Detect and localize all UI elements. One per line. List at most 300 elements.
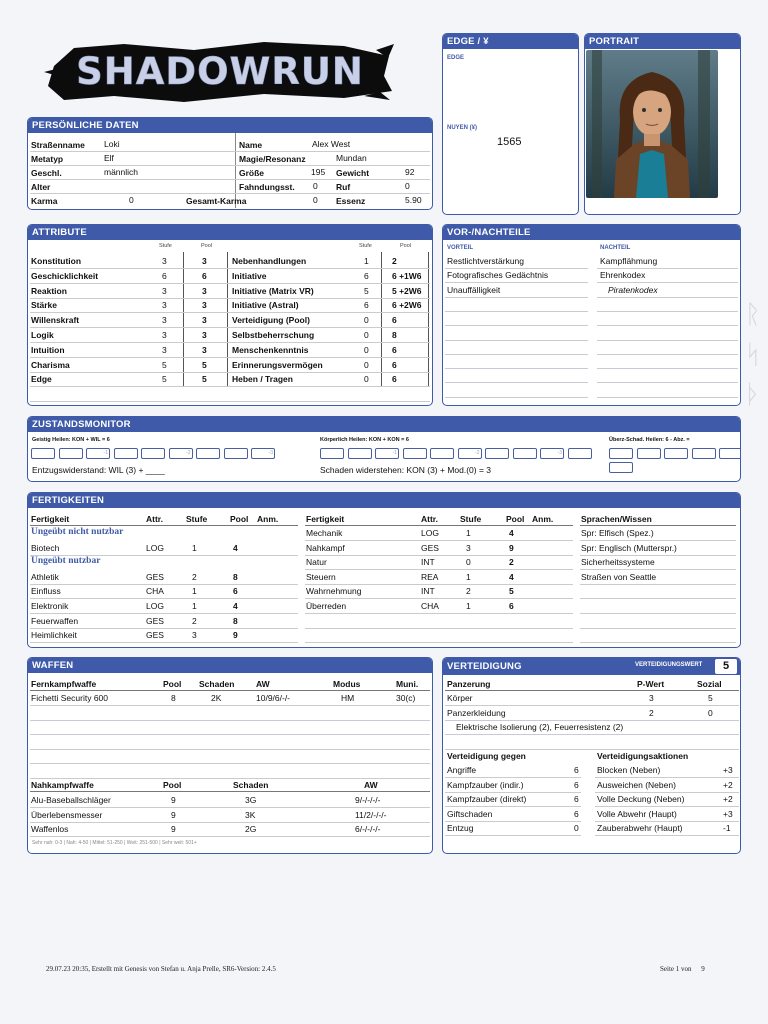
mental-box[interactable] <box>224 448 248 459</box>
attribute-pool: 3 <box>202 256 207 266</box>
derived-attribute-name: Nebenhandlungen <box>232 256 307 266</box>
row-divider <box>445 297 588 298</box>
label-name: Name <box>239 140 263 150</box>
ranged-weapon-name: Fichetti Security 600 <box>31 693 109 703</box>
mental-box[interactable] <box>59 448 83 459</box>
attribute-stufe: 3 <box>162 315 167 326</box>
skill-stufe: 1 <box>192 586 197 597</box>
skill-pool: 4 <box>233 542 238 553</box>
defense-vs-value: 6 <box>574 779 579 790</box>
weapons-panel <box>27 657 433 854</box>
skill-pool: 8 <box>233 571 238 582</box>
derived-attribute-pool: 6 <box>392 374 397 385</box>
row-divider <box>30 642 298 643</box>
disadvantage-item: Ehrenkodex <box>600 270 646 281</box>
overflow-box[interactable] <box>609 462 633 473</box>
rune-decoration-icon: ᚱ <box>745 300 761 330</box>
value-magic: Mundan <box>336 153 367 163</box>
mental-box[interactable] <box>114 448 138 459</box>
defense-vs-name: Entzug <box>447 823 474 834</box>
label-weight: Gewicht <box>336 168 370 178</box>
skill-attr: CHA <box>421 601 439 611</box>
row-divider <box>445 382 588 383</box>
skill-name: Wahrnehmung <box>306 586 362 597</box>
melee-header-aw: AW <box>364 780 378 790</box>
melee-weapon-aw: 11/2/-/-/- <box>355 809 387 820</box>
language-knowledge-item: Straßen von Seattle <box>581 571 657 582</box>
skill-header-pool: Pool <box>230 514 249 524</box>
derived-attribute-pool: 6 <box>392 344 397 355</box>
row-divider <box>580 569 736 570</box>
skill-name: Überreden <box>306 601 347 611</box>
skill-attr: GES <box>421 542 439 553</box>
derived-attribute-pool: 5 +2W6 <box>392 285 422 296</box>
row-divider <box>445 354 588 355</box>
derived-attribute-stufe: 0 <box>364 359 369 370</box>
row-divider <box>595 777 739 778</box>
skill-pool: 8 <box>233 615 238 626</box>
row-divider <box>30 525 298 526</box>
defense-actions-header: Verteidigungsaktionen <box>597 751 689 761</box>
armor-note: Elektrische Isolierung (2), Feuerresistenz (2) <box>456 722 624 733</box>
attribute-name: Logik <box>31 330 54 340</box>
row-divider <box>305 555 573 556</box>
ranged-header-damage: Schaden <box>199 679 235 689</box>
melee-weapon-aw: 6/-/-/-/- <box>355 824 381 835</box>
armor-header-pvalue: P-Wert <box>637 679 665 689</box>
row-divider <box>595 835 739 836</box>
melee-header-damage: Schaden <box>233 780 269 790</box>
row-divider <box>445 806 581 807</box>
skill-pool: 5 <box>509 586 514 597</box>
footer-page-total: 9 <box>701 965 705 973</box>
melee-weapon-damage: 3G <box>245 795 257 805</box>
physical-box[interactable] <box>348 448 372 459</box>
attribute-pool: 3 <box>202 330 207 340</box>
row-divider <box>597 397 738 398</box>
skill-stufe: 1 <box>466 571 471 582</box>
row-divider <box>595 806 739 807</box>
nuyen-label: NUYEN (¥) <box>447 125 478 131</box>
skill-attr: CHA <box>146 586 164 597</box>
disadvantage-item: Piratenkodex <box>608 284 658 295</box>
attribute-stufe: 6 <box>162 270 167 281</box>
row-divider <box>597 340 738 341</box>
row-divider <box>30 836 430 837</box>
attribute-pool: 3 <box>202 315 207 326</box>
defense-action-name: Zauberabwehr (Haupt) <box>597 823 683 834</box>
derived-attribute-stufe: 6 <box>364 270 369 281</box>
mental-box[interactable] <box>196 448 220 459</box>
skill-pool: 9 <box>233 630 238 641</box>
skill-name: Athletik <box>31 571 59 582</box>
skill-name: Biotech <box>31 542 60 553</box>
skill-name: Elektronik <box>31 601 69 611</box>
edge-label: EDGE <box>447 55 465 61</box>
mental-box[interactable]: -2 <box>169 448 193 459</box>
skills-panel <box>27 492 741 648</box>
derived-attribute-pool: 6 +1W6 <box>392 270 422 281</box>
row-divider <box>597 268 738 269</box>
attribute-pool: 5 <box>202 359 207 370</box>
defense-action-value: +2 <box>723 794 733 805</box>
skill-name: Einfluss <box>31 586 61 597</box>
label-wanted: Fahndungsst. <box>239 182 295 192</box>
row-divider <box>30 822 430 823</box>
attributes-panel <box>27 224 433 406</box>
skill-attr: GES <box>146 630 164 641</box>
attr-col-stufe-left: Stufe <box>159 243 172 249</box>
defense-title: VERTEIDIGUNG <box>443 658 740 675</box>
overflow-box[interactable] <box>719 448 741 459</box>
ranged-weapon-mode: HM <box>341 693 355 703</box>
skill-attr: LOG <box>146 542 164 553</box>
label-karma: Karma <box>31 196 58 206</box>
defense-vs-value: 6 <box>574 794 579 805</box>
ranged-header-pool: Pool <box>163 679 182 689</box>
derived-attribute-name: Menschenkenntnis <box>232 344 309 355</box>
row-divider <box>30 720 430 721</box>
skill-header-name: Fertigkeit <box>31 514 70 524</box>
ranged-header-ammo: Muni. <box>396 679 419 689</box>
armor-name: Panzerkleidung <box>447 707 506 718</box>
skill-header-pool: Pool <box>506 514 525 524</box>
row-divider <box>30 584 298 585</box>
defense-action-value: +2 <box>723 779 733 790</box>
unusable-untrained-label: Ungeübt nicht nutzbar <box>31 527 124 537</box>
row-divider <box>30 598 298 599</box>
physical-box[interactable]: -3 <box>540 448 564 459</box>
personal-data-title: PERSÖNLICHE DATEN <box>28 118 432 133</box>
label-reputation: Ruf <box>336 182 351 192</box>
physical-box[interactable] <box>403 448 427 459</box>
row-divider <box>597 325 738 326</box>
skills-title: FERTIGKEITEN <box>28 493 740 508</box>
label-gender: Geschl. <box>31 168 62 178</box>
derived-attribute-pool: 8 <box>392 330 397 340</box>
label-street-name: Straßenname <box>31 140 85 150</box>
ranged-weapon-pool: 8 <box>171 693 176 703</box>
attribute-stufe: 3 <box>162 344 167 355</box>
overflow-box[interactable] <box>664 448 688 459</box>
derived-attribute-name: Selbstbeherrschung <box>232 330 315 340</box>
label-height: Größe <box>239 168 265 178</box>
derived-attribute-pool: 6 <box>392 315 397 326</box>
attribute-name: Charisma <box>31 359 70 370</box>
defense-action-name: Ausweichen (Neben) <box>597 779 676 790</box>
qualities-panel <box>442 224 741 406</box>
skill-attr: LOG <box>146 601 164 611</box>
row-divider <box>445 397 588 398</box>
edge-nuyen-panel <box>442 33 579 215</box>
label-age: Alter <box>31 182 51 192</box>
derived-attribute-stufe: 0 <box>364 374 369 385</box>
attribute-name: Reaktion <box>31 285 67 296</box>
row-divider <box>597 311 738 312</box>
row-divider <box>597 297 738 298</box>
damage-resistance-text: Schaden widerstehen: KON (3) + Mod.(0) = 3 <box>320 465 492 475</box>
derived-attribute-name: Erinnerungsvermögen <box>232 359 323 370</box>
value-name: Alex West <box>312 139 351 149</box>
row-divider <box>30 807 430 808</box>
rune-decoration-icon: ᚦ <box>745 380 761 410</box>
row-divider <box>595 821 739 822</box>
armor-social: 0 <box>708 707 713 718</box>
skill-header-attr: Attr. <box>421 514 438 524</box>
footer-page-number <box>660 965 705 973</box>
defense-value: 5 <box>715 659 737 674</box>
defense-vs-header: Verteidigung gegen <box>447 751 526 761</box>
attribute-name: Konstitution <box>31 256 82 266</box>
row-divider <box>305 613 573 614</box>
row-divider <box>597 382 738 383</box>
row-divider <box>305 584 573 585</box>
rune-decoration-icon: ᛋ <box>745 340 761 370</box>
armor-name: Körper <box>447 693 473 703</box>
row-divider <box>305 525 573 526</box>
usable-untrained-label: Ungeübt nutzbar <box>31 556 101 567</box>
attribute-stufe: 3 <box>162 330 167 340</box>
row-divider <box>30 327 430 328</box>
defense-vs-value: 6 <box>574 765 579 775</box>
skill-name: Nahkampf <box>306 542 345 553</box>
ranged-weapon-damage: 2K <box>211 693 222 703</box>
value-metatype: Elf <box>104 153 114 163</box>
label-magic: Magie/Resonanz <box>239 154 306 164</box>
value-wanted: 0 <box>313 181 318 191</box>
skill-stufe: 1 <box>466 601 471 611</box>
skill-pool: 6 <box>509 601 514 611</box>
mental-box[interactable] <box>141 448 165 459</box>
defense-vs-value: 0 <box>574 823 579 834</box>
attribute-stufe: 3 <box>162 300 167 311</box>
personal-data-panel <box>27 117 433 210</box>
physical-box[interactable] <box>430 448 454 459</box>
row-divider <box>30 791 430 792</box>
physical-box[interactable]: -2 <box>458 448 482 459</box>
skill-stufe: 1 <box>466 528 471 538</box>
skill-stufe: 2 <box>466 586 471 597</box>
drain-resistance-text: Entzugswiderstand: WIL (3) + ____ <box>32 465 165 475</box>
skill-name: Mechanik <box>306 528 343 538</box>
derived-attribute-name: Verteidigung (Pool) <box>232 315 310 326</box>
skill-name: Natur <box>306 557 327 568</box>
row-divider <box>597 368 738 369</box>
language-knowledge-item: Spr: Elfisch (Spez.) <box>581 528 654 538</box>
row-divider <box>30 357 430 358</box>
attribute-name: Geschicklichkeit <box>31 270 99 281</box>
nuyen-value: 1565 <box>497 136 522 148</box>
derived-attribute-name: Initiative <box>232 270 267 281</box>
disadvantage-item: Kampflähmung <box>600 256 658 266</box>
overflow-box[interactable] <box>637 448 661 459</box>
row-divider <box>445 311 588 312</box>
defense-action-name: Blocken (Neben) <box>597 765 661 775</box>
row-divider <box>445 268 588 269</box>
row-divider <box>30 386 430 387</box>
row-divider <box>580 555 736 556</box>
footer-page-prefix: Seite 1 von <box>660 965 692 973</box>
melee-header-name: Nahkampfwaffe <box>31 780 94 790</box>
row-divider <box>30 778 430 779</box>
row-divider <box>30 763 430 764</box>
derived-attribute-name: Initiative (Matrix VR) <box>232 285 314 296</box>
row-divider <box>30 312 430 313</box>
defense-action-value: +3 <box>723 765 733 775</box>
row-divider <box>30 628 298 629</box>
row-divider <box>30 613 298 614</box>
row-divider <box>445 720 739 721</box>
weapons-title: WAFFEN <box>28 658 432 673</box>
mental-box[interactable] <box>31 448 55 459</box>
mental-box[interactable]: -3 <box>251 448 275 459</box>
physical-box[interactable] <box>485 448 509 459</box>
defense-action-name: Volle Deckung (Neben) <box>597 794 685 805</box>
derived-attribute-stufe: 1 <box>364 256 369 266</box>
skill-attr: GES <box>146 615 164 626</box>
defense-action-name: Volle Abwehr (Haupt) <box>597 808 677 819</box>
attributes-title: ATTRIBUTE <box>28 225 432 240</box>
attr-col-pool-left: Pool <box>201 243 213 249</box>
row-divider <box>305 598 573 599</box>
attribute-stufe: 5 <box>162 374 167 385</box>
attribute-name: Edge <box>31 374 52 385</box>
value-height: 195 <box>311 167 326 177</box>
overflow-box[interactable] <box>692 448 716 459</box>
defense-vs-name: Angriffe <box>447 765 477 775</box>
row-divider <box>580 642 736 643</box>
character-portrait <box>586 50 718 198</box>
row-divider <box>580 540 736 541</box>
value-karma: 0 <box>129 195 134 205</box>
logo-text: SHADOWRUN <box>76 50 364 93</box>
value-street-name: Loki <box>104 139 120 149</box>
value-total-karma: 0 <box>313 195 318 205</box>
row-divider <box>445 734 739 735</box>
attr-col-stufe-right: Stufe <box>359 243 372 249</box>
skill-header-anm: Anm. <box>532 514 554 524</box>
melee-weapon-aw: 9/-/-/-/- <box>355 795 381 805</box>
derived-attribute-name: Initiative (Astral) <box>232 300 299 311</box>
attribute-name: Willenskraft <box>31 315 80 326</box>
row-divider <box>580 598 736 599</box>
row-divider <box>580 613 736 614</box>
advantage-item: Unauffälligkeit <box>447 284 501 295</box>
row-divider <box>305 628 573 629</box>
row-divider <box>30 372 430 373</box>
physical-box[interactable] <box>320 448 344 459</box>
ranged-header-aw: AW <box>256 679 270 689</box>
row-divider <box>30 690 430 691</box>
armor-header-name: Panzerung <box>447 679 491 689</box>
attribute-pool: 3 <box>202 285 207 296</box>
condition-monitor-title: ZUSTANDSMONITOR <box>28 417 740 432</box>
attribute-stufe: 3 <box>162 285 167 296</box>
skill-name: Heimlichkeit <box>31 630 77 641</box>
row-divider <box>30 283 430 284</box>
skill-name: Steuern <box>306 571 336 582</box>
physical-box[interactable] <box>568 448 592 459</box>
range-legend: Sehr nah: 0-3 | Nah: 4-50 | Mittel: 51-250 | Weit: 251-500 | Sehr weit: 501+ <box>32 840 197 846</box>
melee-header-pool: Pool <box>163 780 182 790</box>
row-divider <box>595 792 739 793</box>
row-divider <box>445 821 581 822</box>
skill-stufe: 1 <box>192 542 197 553</box>
row-divider <box>30 298 430 299</box>
attribute-pool: 6 <box>202 270 207 281</box>
skill-stufe: 0 <box>466 557 471 568</box>
portrait-title: PORTRAIT <box>585 34 740 49</box>
skill-header-stufe: Stufe <box>186 514 208 524</box>
derived-attribute-name: Heben / Tragen <box>232 374 293 385</box>
skill-pool: 4 <box>509 571 514 582</box>
skill-header-anm: Anm. <box>257 514 279 524</box>
label-essence: Essenz <box>336 196 366 206</box>
armor-social: 5 <box>708 693 713 703</box>
advantage-header: VORTEIL <box>447 245 474 251</box>
overflow-heal-label: Überz-Schad. Heilen: 6 - Abz. = <box>609 437 690 443</box>
defense-vs-value: 6 <box>574 808 579 819</box>
row-divider <box>30 705 430 706</box>
overflow-box[interactable] <box>609 448 633 459</box>
melee-weapon-damage: 3K <box>245 809 256 820</box>
defense-vs-name: Kampfzauber (indir.) <box>447 779 524 790</box>
attribute-pool: 5 <box>202 374 207 385</box>
skill-pool: 4 <box>233 601 238 611</box>
condition-monitor-panel <box>27 416 741 482</box>
defense-value-label: VERTEIDIGUNGSWERT <box>635 662 703 668</box>
row-divider <box>445 777 581 778</box>
attribute-pool: 3 <box>202 300 207 311</box>
row-divider <box>445 340 588 341</box>
row-divider <box>30 749 430 750</box>
skill-header-attr: Attr. <box>146 514 163 524</box>
shadowrun-logo <box>44 36 396 106</box>
row-divider <box>597 354 738 355</box>
skill-pool: 2 <box>509 557 514 568</box>
armor-pvalue: 2 <box>649 707 654 718</box>
physical-box[interactable] <box>513 448 537 459</box>
row-divider <box>580 584 736 585</box>
disadvantage-header: NACHTEIL <box>600 245 631 251</box>
attribute-stufe: 5 <box>162 359 167 370</box>
defense-panel <box>442 657 741 854</box>
melee-weapon-pool: 9 <box>171 809 176 820</box>
row-divider <box>445 705 739 706</box>
defense-vs-name: Kampfzauber (direkt) <box>447 794 527 805</box>
skill-attr: INT <box>421 557 435 568</box>
melee-weapon-pool: 9 <box>171 795 176 805</box>
skill-name: Feuerwaffen <box>31 615 79 626</box>
derived-attribute-stufe: 0 <box>364 315 369 326</box>
melee-weapon-name: Überlebensmesser <box>31 809 103 820</box>
row-divider <box>597 282 738 283</box>
derived-attribute-stufe: 0 <box>364 344 369 355</box>
melee-weapon-name: Alu-Baseballschläger <box>31 795 111 805</box>
row-divider <box>445 749 739 750</box>
languages-header: Sprachen/Wissen <box>581 514 652 524</box>
qualities-title: VOR-/NACHTEILE <box>443 225 740 240</box>
melee-weapon-pool: 9 <box>171 824 176 835</box>
row-divider <box>30 401 430 402</box>
physical-box[interactable]: -1 <box>375 448 399 459</box>
mental-box[interactable]: -1 <box>86 448 110 459</box>
label-total-karma: Gesamt-Karma <box>186 196 247 206</box>
row-divider <box>305 569 573 570</box>
skill-attr: REA <box>421 571 439 582</box>
derived-attribute-stufe: 0 <box>364 330 369 340</box>
skill-pool: 9 <box>509 542 514 553</box>
